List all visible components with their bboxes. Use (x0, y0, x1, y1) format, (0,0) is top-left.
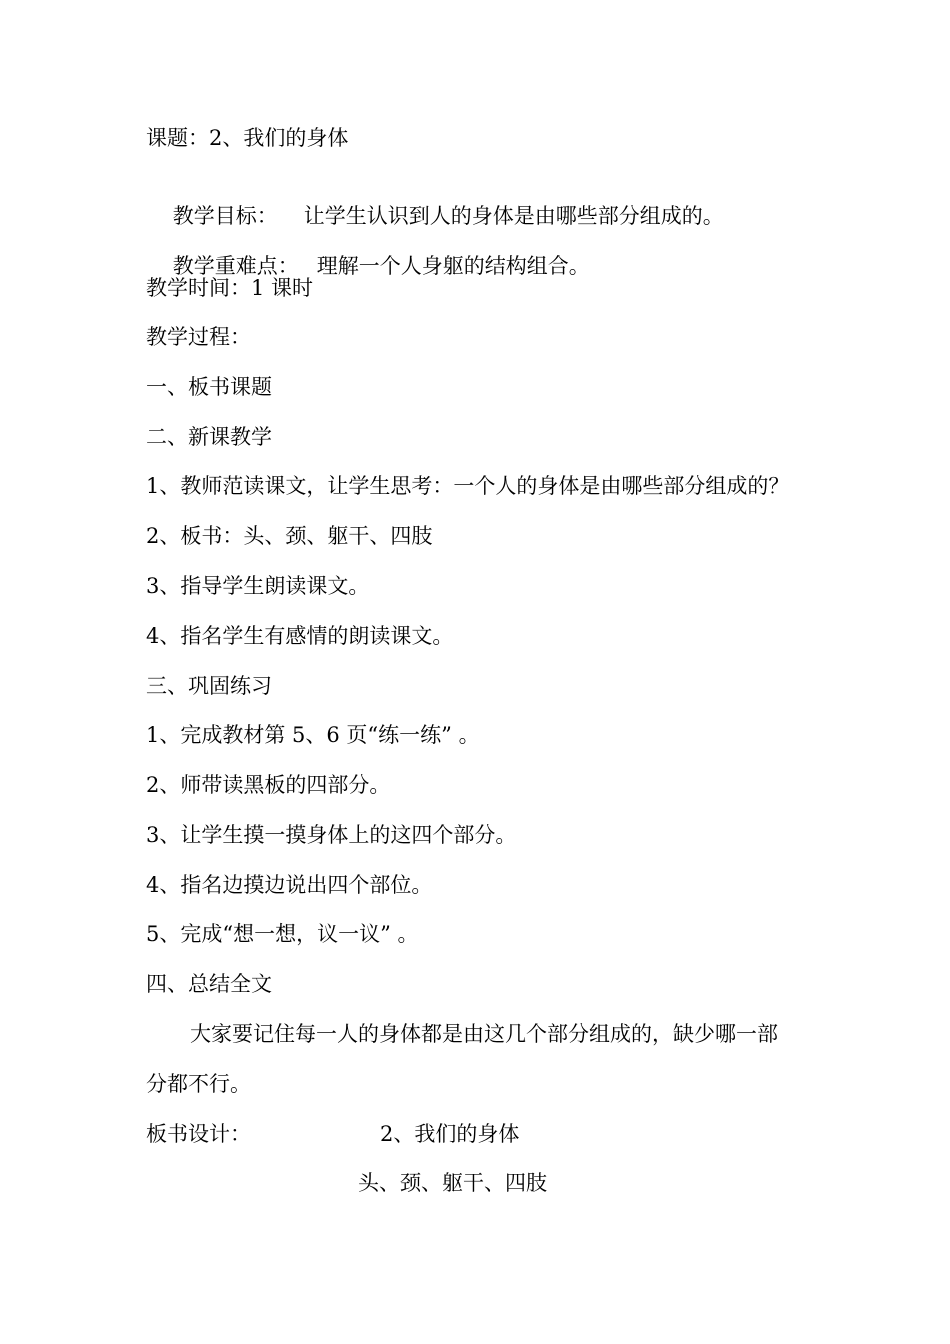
board-design-label: 板书设计： (146, 1122, 251, 1146)
list-item: 4、指名学生有感情的朗读课文。 (146, 624, 454, 648)
list-item: 5、完成“想一想，议一议” 。 (146, 922, 419, 946)
key-points-text: 理解一个人身躯的结构组合。 (316, 254, 590, 278)
list-item: 2、师带读黑板的四部分。 (146, 773, 391, 797)
lesson-title: 课题：2、我们的身体 (146, 126, 349, 150)
list-item: 1、教师范读课文，让学生思考：一个人的身体是由哪些部分组成的？ (146, 474, 790, 498)
board-design-title: 2、我们的身体 (380, 1122, 520, 1146)
board-design-content: 头、颈、躯干、四肢 (358, 1171, 547, 1195)
section-heading-3: 三、巩固练习 (146, 674, 272, 698)
section-heading-2: 二、新课教学 (146, 425, 272, 449)
duration-line: 教学时间：1 课时 (146, 276, 314, 300)
section-heading-1: 一、板书课题 (146, 375, 272, 399)
objective-label: 教学目标： (172, 204, 278, 228)
list-item: 3、指导学生朗读课文。 (146, 574, 370, 598)
section-heading-4: 四、总结全文 (146, 972, 272, 996)
summary-paragraph-line-2: 分都不行。 (146, 1072, 251, 1096)
process-label: 教学过程： (146, 325, 251, 349)
list-item: 2、板书：头、颈、躯干、四肢 (146, 524, 433, 548)
summary-paragraph-line-1: 大家要记住每一人的身体都是由这几个部分组成的，缺少哪一部 (190, 1022, 778, 1046)
key-points-label: 教学重难点： (172, 254, 299, 278)
list-item: 4、指名边摸边说出四个部位。 (146, 873, 433, 897)
list-item: 1、完成教材第 5、6 页“练一练” 。 (146, 723, 480, 747)
objective-text: 让学生认识到人的身体是由哪些部分组成的。 (303, 204, 724, 228)
list-item: 3、让学生摸一摸身体上的这四个部分。 (146, 823, 517, 847)
